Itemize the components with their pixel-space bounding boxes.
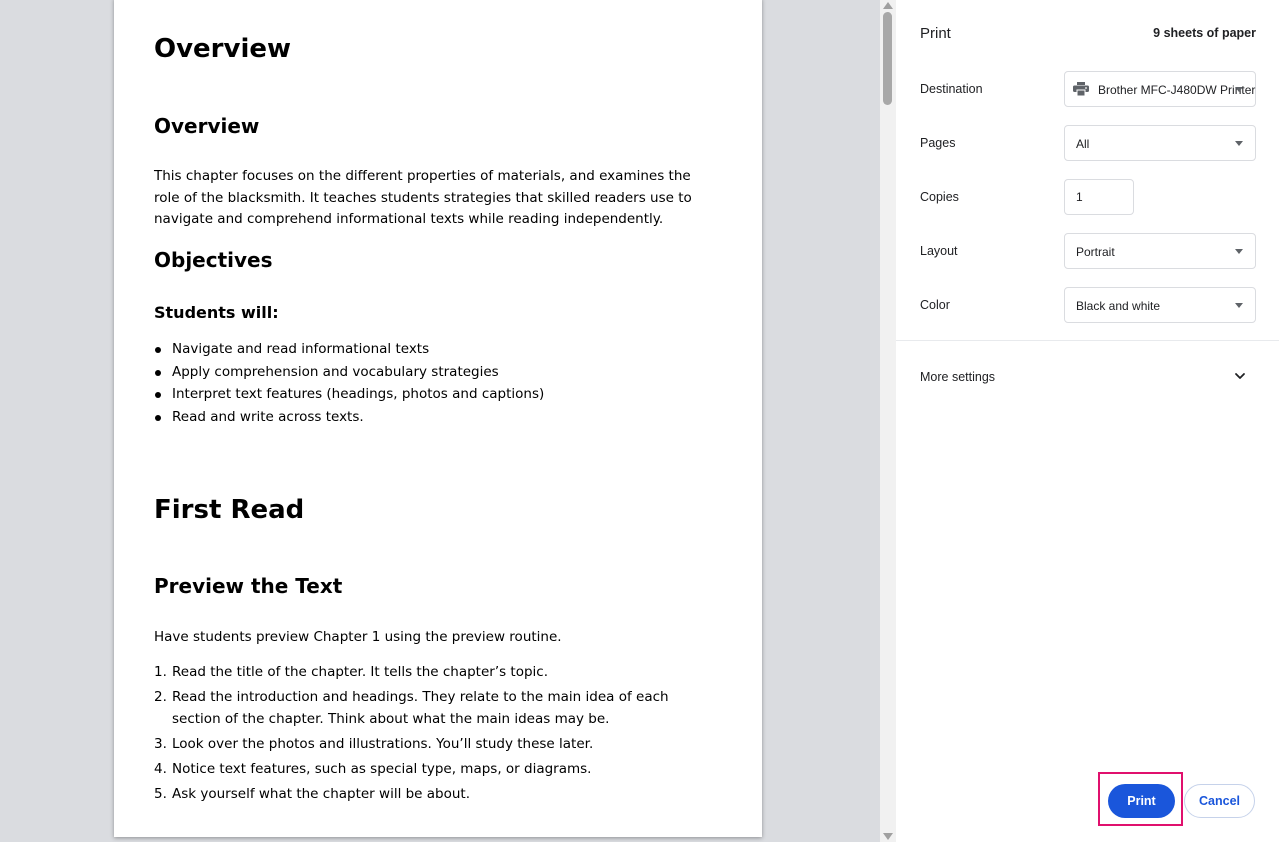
copies-label: Copies (920, 190, 959, 204)
bullet-icon (155, 347, 161, 353)
list-item (154, 407, 714, 429)
scrollbar-thumb[interactable] (883, 12, 892, 105)
more-settings-toggle[interactable] (896, 356, 1279, 398)
sheet-count: 9 sheets of paper (1153, 26, 1256, 40)
chevron-down-icon (1233, 369, 1247, 383)
heading-overview: Overview (154, 114, 260, 138)
list-item (154, 362, 714, 384)
chevron-down-icon (1235, 141, 1243, 146)
color-select[interactable] (1064, 287, 1256, 323)
heading-objectives: Objectives (154, 248, 273, 272)
step-number: 4. (154, 760, 167, 777)
scroll-up-arrow-icon[interactable] (883, 2, 893, 9)
list-item (154, 662, 714, 684)
heading-students-will: Students will: (154, 303, 279, 322)
cancel-button[interactable]: Cancel (1184, 784, 1255, 818)
preview-scrollbar[interactable] (880, 0, 896, 842)
step-number: 2. (154, 689, 167, 705)
pages-value: All (1076, 137, 1090, 151)
print-settings-panel (896, 0, 1279, 842)
step-text: Look over the photos and illustrations. You’ll study these later. (172, 735, 594, 752)
objectives-list (154, 339, 714, 429)
step-number: 1. (154, 664, 167, 680)
list-item (154, 687, 714, 730)
heading-overview-main: Overview (154, 34, 292, 64)
bullet-icon (155, 415, 161, 421)
heading-first-read: First Read (154, 495, 305, 525)
panel-title: Print (920, 25, 951, 42)
step-text: Ask yourself what the chapter will be about. (172, 785, 471, 802)
list-item (154, 784, 714, 806)
color-value: Black and white (1076, 299, 1161, 313)
pages-select[interactable] (1064, 125, 1256, 161)
layout-select[interactable] (1064, 233, 1256, 269)
divider (896, 340, 1279, 341)
preview-page (114, 0, 762, 837)
list-item-text: Apply comprehension and vocabulary strategies (172, 363, 499, 380)
scroll-down-arrow-icon[interactable] (883, 833, 893, 840)
destination-select[interactable] (1064, 71, 1256, 107)
list-item (154, 339, 714, 361)
print-button[interactable]: Print (1108, 784, 1175, 818)
bullet-icon (155, 370, 161, 376)
destination-value: Brother MFC-J480DW Printer (1098, 83, 1256, 97)
chevron-down-icon (1235, 249, 1243, 254)
list-item-text: Navigate and read informational texts (172, 341, 430, 357)
list-item (154, 734, 714, 756)
list-item (154, 759, 714, 781)
list-item-text: Read and write across texts. (172, 408, 364, 425)
step-number: 5. (154, 785, 167, 802)
destination-label: Destination (920, 82, 983, 96)
preview-paragraph: Have students preview Chapter 1 using the preview routine. (154, 629, 562, 645)
list-item (154, 384, 714, 406)
step-text: Notice text features, such as special type, maps, or diagrams. (172, 760, 592, 777)
layout-label: Layout (920, 244, 958, 258)
list-item-text: Interpret text features (headings, photos and captions) (172, 386, 545, 402)
chevron-down-icon (1235, 303, 1243, 308)
heading-preview-the-text: Preview the Text (154, 574, 343, 598)
printer-icon (1073, 82, 1089, 96)
copies-input[interactable]: 1 (1064, 179, 1134, 215)
chevron-down-icon (1235, 87, 1243, 92)
preview-steps-list (154, 662, 714, 809)
bullet-icon (155, 392, 161, 398)
step-text: Read the introduction and headings. They relate to the main idea of each section of the chapter. Think about what the main ideas may be. (172, 689, 669, 727)
step-number: 3. (154, 735, 167, 752)
step-text: Read the title of the chapter. It tells the chapter’s topic. (172, 664, 549, 680)
pages-label: Pages (920, 136, 956, 150)
more-settings-label: More settings (920, 370, 996, 384)
color-label: Color (920, 298, 950, 312)
overview-paragraph: This chapter focuses on the different properties of materials, and examines the role of the blacksmith. It teaches students strategies that skilled readers use to navigate and comprehend informational texts while reading independently. (154, 168, 692, 227)
layout-value: Portrait (1076, 245, 1115, 259)
